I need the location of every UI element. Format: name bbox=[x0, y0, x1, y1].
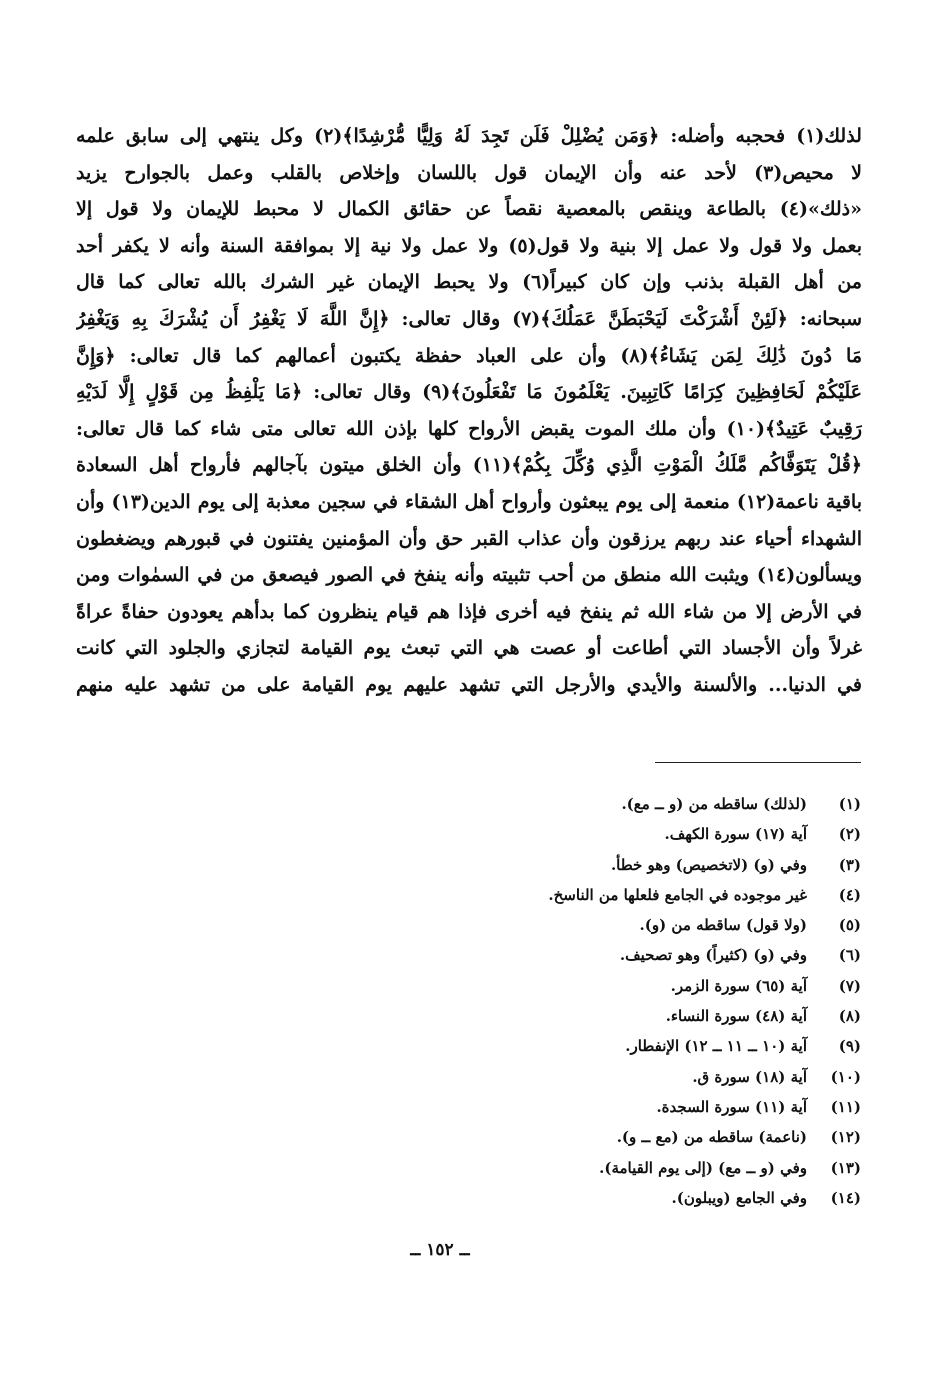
footnote-text: آية (٦٥) سورة الزمر. bbox=[670, 976, 807, 995]
body-line: من أهل القبلة بذنب وإن كان كبيراً(٦) ولا يحبط الإيمان غير الشرك بالله تعالى كما قال bbox=[76, 271, 862, 294]
footnote-number: (٤) bbox=[838, 885, 861, 904]
footnote-item bbox=[300, 1153, 861, 1183]
body-line: بعمل ولا قول ولا عمل إلا بنية ولا قول(٥) ولا عمل ولا نية إلا بموافقة السنة وأنه لا يكفر أحد bbox=[76, 234, 862, 257]
footnote-item bbox=[300, 880, 861, 910]
footnote-text: (لذلك) ساقطه من (و ــ مع). bbox=[621, 795, 807, 813]
footnote-item bbox=[300, 1031, 861, 1061]
body-line: في الدنيا... والألسنة والأيدي والأرجل التي تشهد عليهم يوم القيامة على من تشهد عليه منهم bbox=[76, 673, 862, 696]
footnote-text: آية (١٨) سورة ق. bbox=[692, 1067, 807, 1086]
footnote-number: (١١) bbox=[830, 1097, 861, 1116]
page-number: ــ ١٥٢ ــ bbox=[410, 1240, 470, 1260]
footnote-number: (٣) bbox=[838, 855, 861, 874]
footnote-number: (١٠) bbox=[830, 1067, 861, 1086]
footnote-number: (١٣) bbox=[830, 1158, 861, 1177]
footnote-item bbox=[300, 819, 861, 849]
footnote-number: (١٤) bbox=[830, 1188, 861, 1207]
body-line: عَلَيْكُمْ لَحَافِظِينَ كِرَامًا كَاتِبِينَ. يَعْلَمُونَ مَا تَفْعَلُونَ﴾(٩) وقال تعالى: ﴿مَا يَلْفِظُ مِن قَوْلٍ إِلَّا لَدَيْهِ bbox=[76, 381, 862, 404]
footnote-number: (٦) bbox=[838, 946, 861, 965]
footnote-item bbox=[300, 1092, 861, 1122]
footnote-number: (٢) bbox=[838, 825, 861, 844]
main-text-block bbox=[76, 118, 862, 704]
body-line: «ذلك»(٤) بالطاعة وينقص بالمعصية نقصاً عن حقائق الكمال لا محبط للإيمان ولا قول إلا bbox=[76, 198, 862, 221]
footnote-text: وفي الجامع (ويبلون). bbox=[671, 1188, 807, 1207]
footnote-item bbox=[300, 971, 861, 1001]
body-line: غرلاً وأن الأجساد التي أطاعت أو عصت هي التي تبعث يوم القيامة لتجازي والجلود التي كانت bbox=[76, 637, 862, 660]
body-line: لا محيص(٣) لأحد عنه وأن الإيمان قول باللسان وإخلاص بالقلب وعمل بالجوارح يزيد bbox=[76, 161, 862, 184]
body-line: باقية ناعمة(١٢) منعمة إلى يوم يبعثون وأرواح أهل الشقاء في سجين معذبة إلى يوم الدين(١٣) وأن bbox=[76, 490, 862, 513]
footnote-text: آية (١٧) سورة الكهف. bbox=[664, 825, 807, 844]
footnote-item bbox=[300, 850, 861, 880]
footnote-number: (٩) bbox=[838, 1037, 861, 1056]
body-line: لذلك(١) فحجبه وأضله: ﴿وَمَن يُضْلِلْ فَلَن تَجِدَ لَهُ وَلِيًّا مُّرْشِدًا﴾(٢) وكل ينتهي إلى سابق علمه bbox=[76, 125, 862, 147]
footnote-text: (ناعمة) ساقطه من (مع ــ و). bbox=[616, 1128, 807, 1147]
footnote-number: (٥) bbox=[838, 916, 861, 935]
footnote-number: (٨) bbox=[838, 1007, 861, 1026]
body-line: ويسألون(١٤) ويثبت الله منطق من أحب تثبيته وأنه ينفخ في الصور فيصعق من في السمٰوات ومن bbox=[76, 564, 862, 587]
footnote-text: آية (١٠ ــ ١١ ــ ١٢) الإنفطار. bbox=[625, 1037, 807, 1056]
body-line: الشهداء أحياء عند ربهم يرزقون وأن عذاب القبر حق وأن المؤمنين يفتنون في قبورهم ويضغطون bbox=[76, 527, 862, 550]
footnote-divider bbox=[655, 762, 861, 763]
footnote-number: (١٢) bbox=[830, 1128, 861, 1147]
footnote-item bbox=[300, 1062, 861, 1092]
body-line: رَقِيبٌ عَتِيدٌ﴾(١٠) وأن ملك الموت يقبض الأرواح كلها بإذن الله تعالى متى شاء كما قال تعالى: bbox=[76, 417, 862, 440]
body-line: ﴿قُلْ يَتَوَفَّاكُم مَّلَكُ الْمَوْتِ الَّذِي وُكِّلَ بِكُمْ﴾(١١) وأن الخلق ميتون بآجالهم فأرواح أهل السعادة bbox=[76, 454, 862, 477]
footnote-item bbox=[300, 910, 861, 940]
footnote-text: وفي (و) (لاتخصيص) وهو خطأ. bbox=[610, 855, 807, 874]
footnote-text: وفي (و) (كثيراً) وهو تصحيف. bbox=[619, 946, 807, 965]
footnote-text: آية (١١) سورة السجدة. bbox=[656, 1097, 807, 1116]
body-line: سبحانه: ﴿لَئِنْ أَشْرَكْتَ لَيَحْبَطَنَّ عَمَلُكَ﴾(٧) وقال تعالى: ﴿إِنَّ اللَّهَ لَا يَغْفِرُ أَن يُشْرَكَ بِهِ وَيَغْفِرُ bbox=[76, 307, 862, 330]
footnote-text: وفي (و ــ مع) (إلى يوم القيامة). bbox=[599, 1158, 807, 1177]
body-line: في الأرض إلا من شاء الله ثم ينفخ فيه أخرى فإذا هم قيام ينظرون كما بدأهم يعودون حفاةً عراةً bbox=[76, 600, 862, 623]
footnote-text: آية (٤٨) سورة النساء. bbox=[665, 1007, 807, 1026]
footnote-number: (١) bbox=[838, 795, 861, 813]
footnote-item bbox=[300, 1001, 861, 1031]
body-line: مَا دُونَ ذَٰلِكَ لِمَن يَشَاءُ﴾(٨) وأن على العباد حفظة يكتبون أعمالهم كما قال تعالى: ﴿وَإِنَّ bbox=[76, 344, 862, 367]
footnote-number: (٧) bbox=[838, 976, 861, 995]
footnote-text: غير موجوده في الجامع فلعلها من الناسخ. bbox=[548, 885, 807, 904]
footnote-item bbox=[300, 1122, 861, 1152]
footnote-item bbox=[300, 1183, 861, 1213]
footnote-text: (ولا قول) ساقطه من (و). bbox=[639, 916, 807, 935]
footnote-item bbox=[300, 940, 861, 970]
footnotes-list bbox=[300, 789, 861, 1213]
footnote-item bbox=[300, 789, 861, 819]
